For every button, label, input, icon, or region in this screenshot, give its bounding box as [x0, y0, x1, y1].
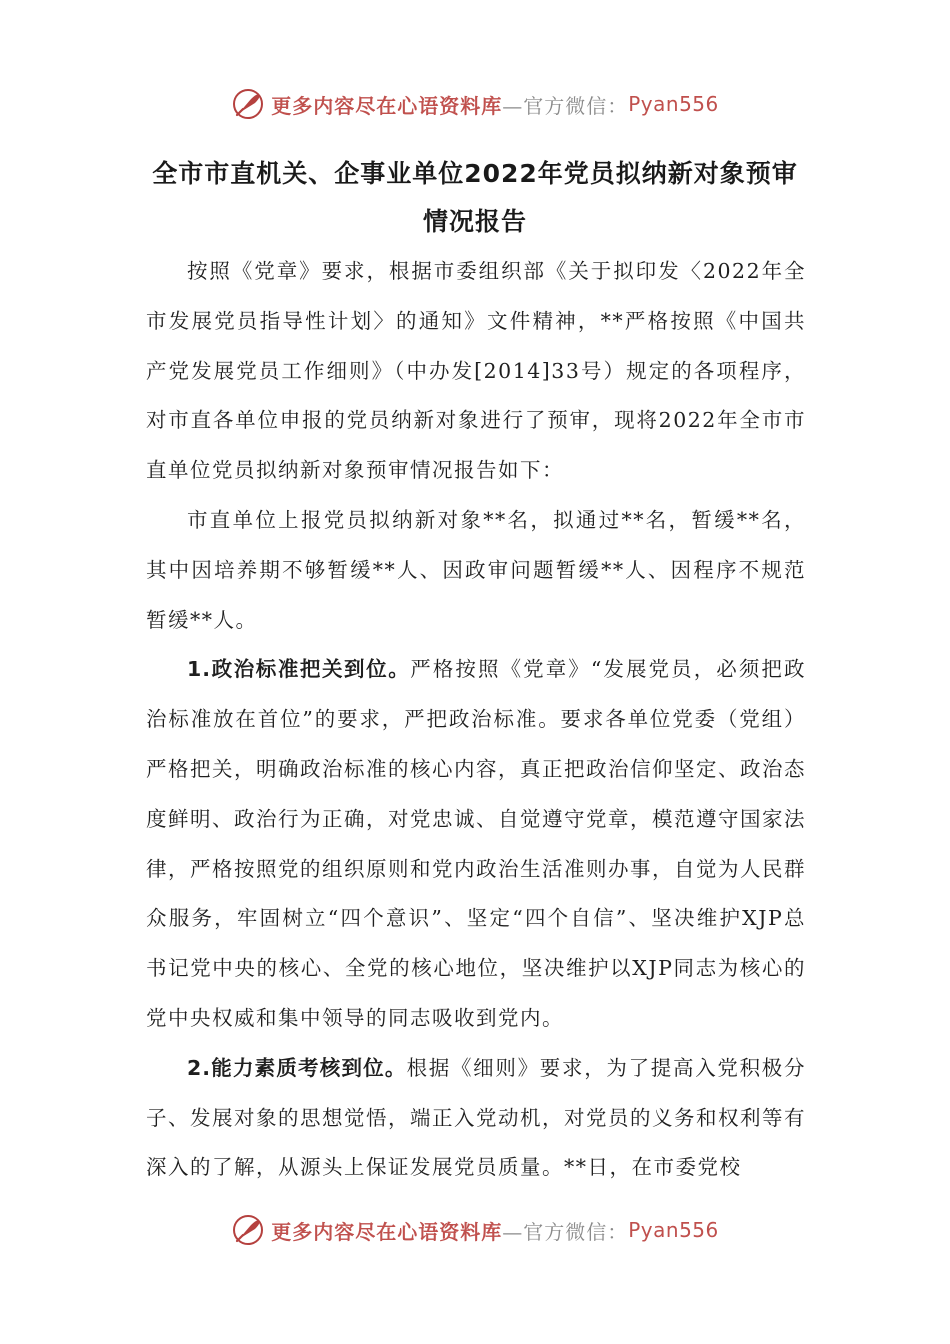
watermark-text: 更多内容尽在心语资料库	[271, 1219, 503, 1244]
paragraph-lead: 2.能力素质考核到位。	[187, 1055, 407, 1080]
document-body	[146, 247, 806, 1193]
paragraph-lead: 1.政治标准把关到位。	[187, 657, 411, 682]
paragraph-text: 根据《细则》要求，为了提高入党积极分子、发展对象的思想觉悟，端正入党动机，对党员的义务和权利等有深入的了解，从源头上保证发展党员质量。**日，在市委党校	[146, 1055, 807, 1180]
watermark-wechat-id: Pyan556	[628, 92, 719, 116]
paragraph-text: 市直单位上报党员拟纳新对象**名，拟通过**名，暂缓**名，其中因培养期不够暂缓**人、因政审问题暂缓**人、因程序不规范暂缓**人。	[146, 507, 806, 632]
watermark-separator: —官方微信：	[502, 93, 629, 118]
paragraph-summary	[146, 496, 806, 645]
watermark-bottom	[0, 1212, 950, 1248]
paragraph-intro	[146, 247, 806, 496]
quill-logo-icon	[231, 87, 265, 121]
paragraph-text: 按照《党章》要求，根据市委组织部《关于拟印发〈2022年全市发展党员指导性计划〉的通知》文件精神，**严格按照《中国共产党发展党员工作细则》（中办发[2014]33号）规定的各项程序，对市直各单位申报的党员纳新对象进行了预审，现将2022年全市市直单位党员拟纳新对象预审情况报告如下：	[146, 259, 806, 483]
quill-logo-icon	[231, 1213, 265, 1247]
watermark-top	[0, 86, 950, 122]
watermark-wechat-id: Pyan556	[628, 1218, 719, 1242]
paragraph-item-2	[146, 1044, 806, 1193]
watermark-separator: —官方微信：	[502, 1219, 629, 1244]
document-title: 全市市直机关、企事业单位2022年党员拟纳新对象预审情况报告	[152, 159, 798, 236]
paragraph-item-1	[146, 645, 806, 1043]
watermark-text: 更多内容尽在心语资料库	[271, 93, 503, 118]
paragraph-text: 严格按照《党章》“发展党员，必须把政治标准放在首位”的要求，严把政治标准。要求各单位党委（党组）严格把关，明确政治标准的核心内容，真正把政治信仰坚定、政治态度鲜明、政治行为正确，对党忠诚、自觉遵守党章，模范遵守国家法律，严格按照党的组织原则和党内政治生活准则办事，自觉为人民群众服务，牢固树立“四个意识”、坚定“四个自信”、坚决维护XJP总书记党中央的核心、全党的核心地位，坚决维护以XJP同志为核心的党中央权威和集中领导的同志吸收到党内。	[146, 657, 806, 1030]
